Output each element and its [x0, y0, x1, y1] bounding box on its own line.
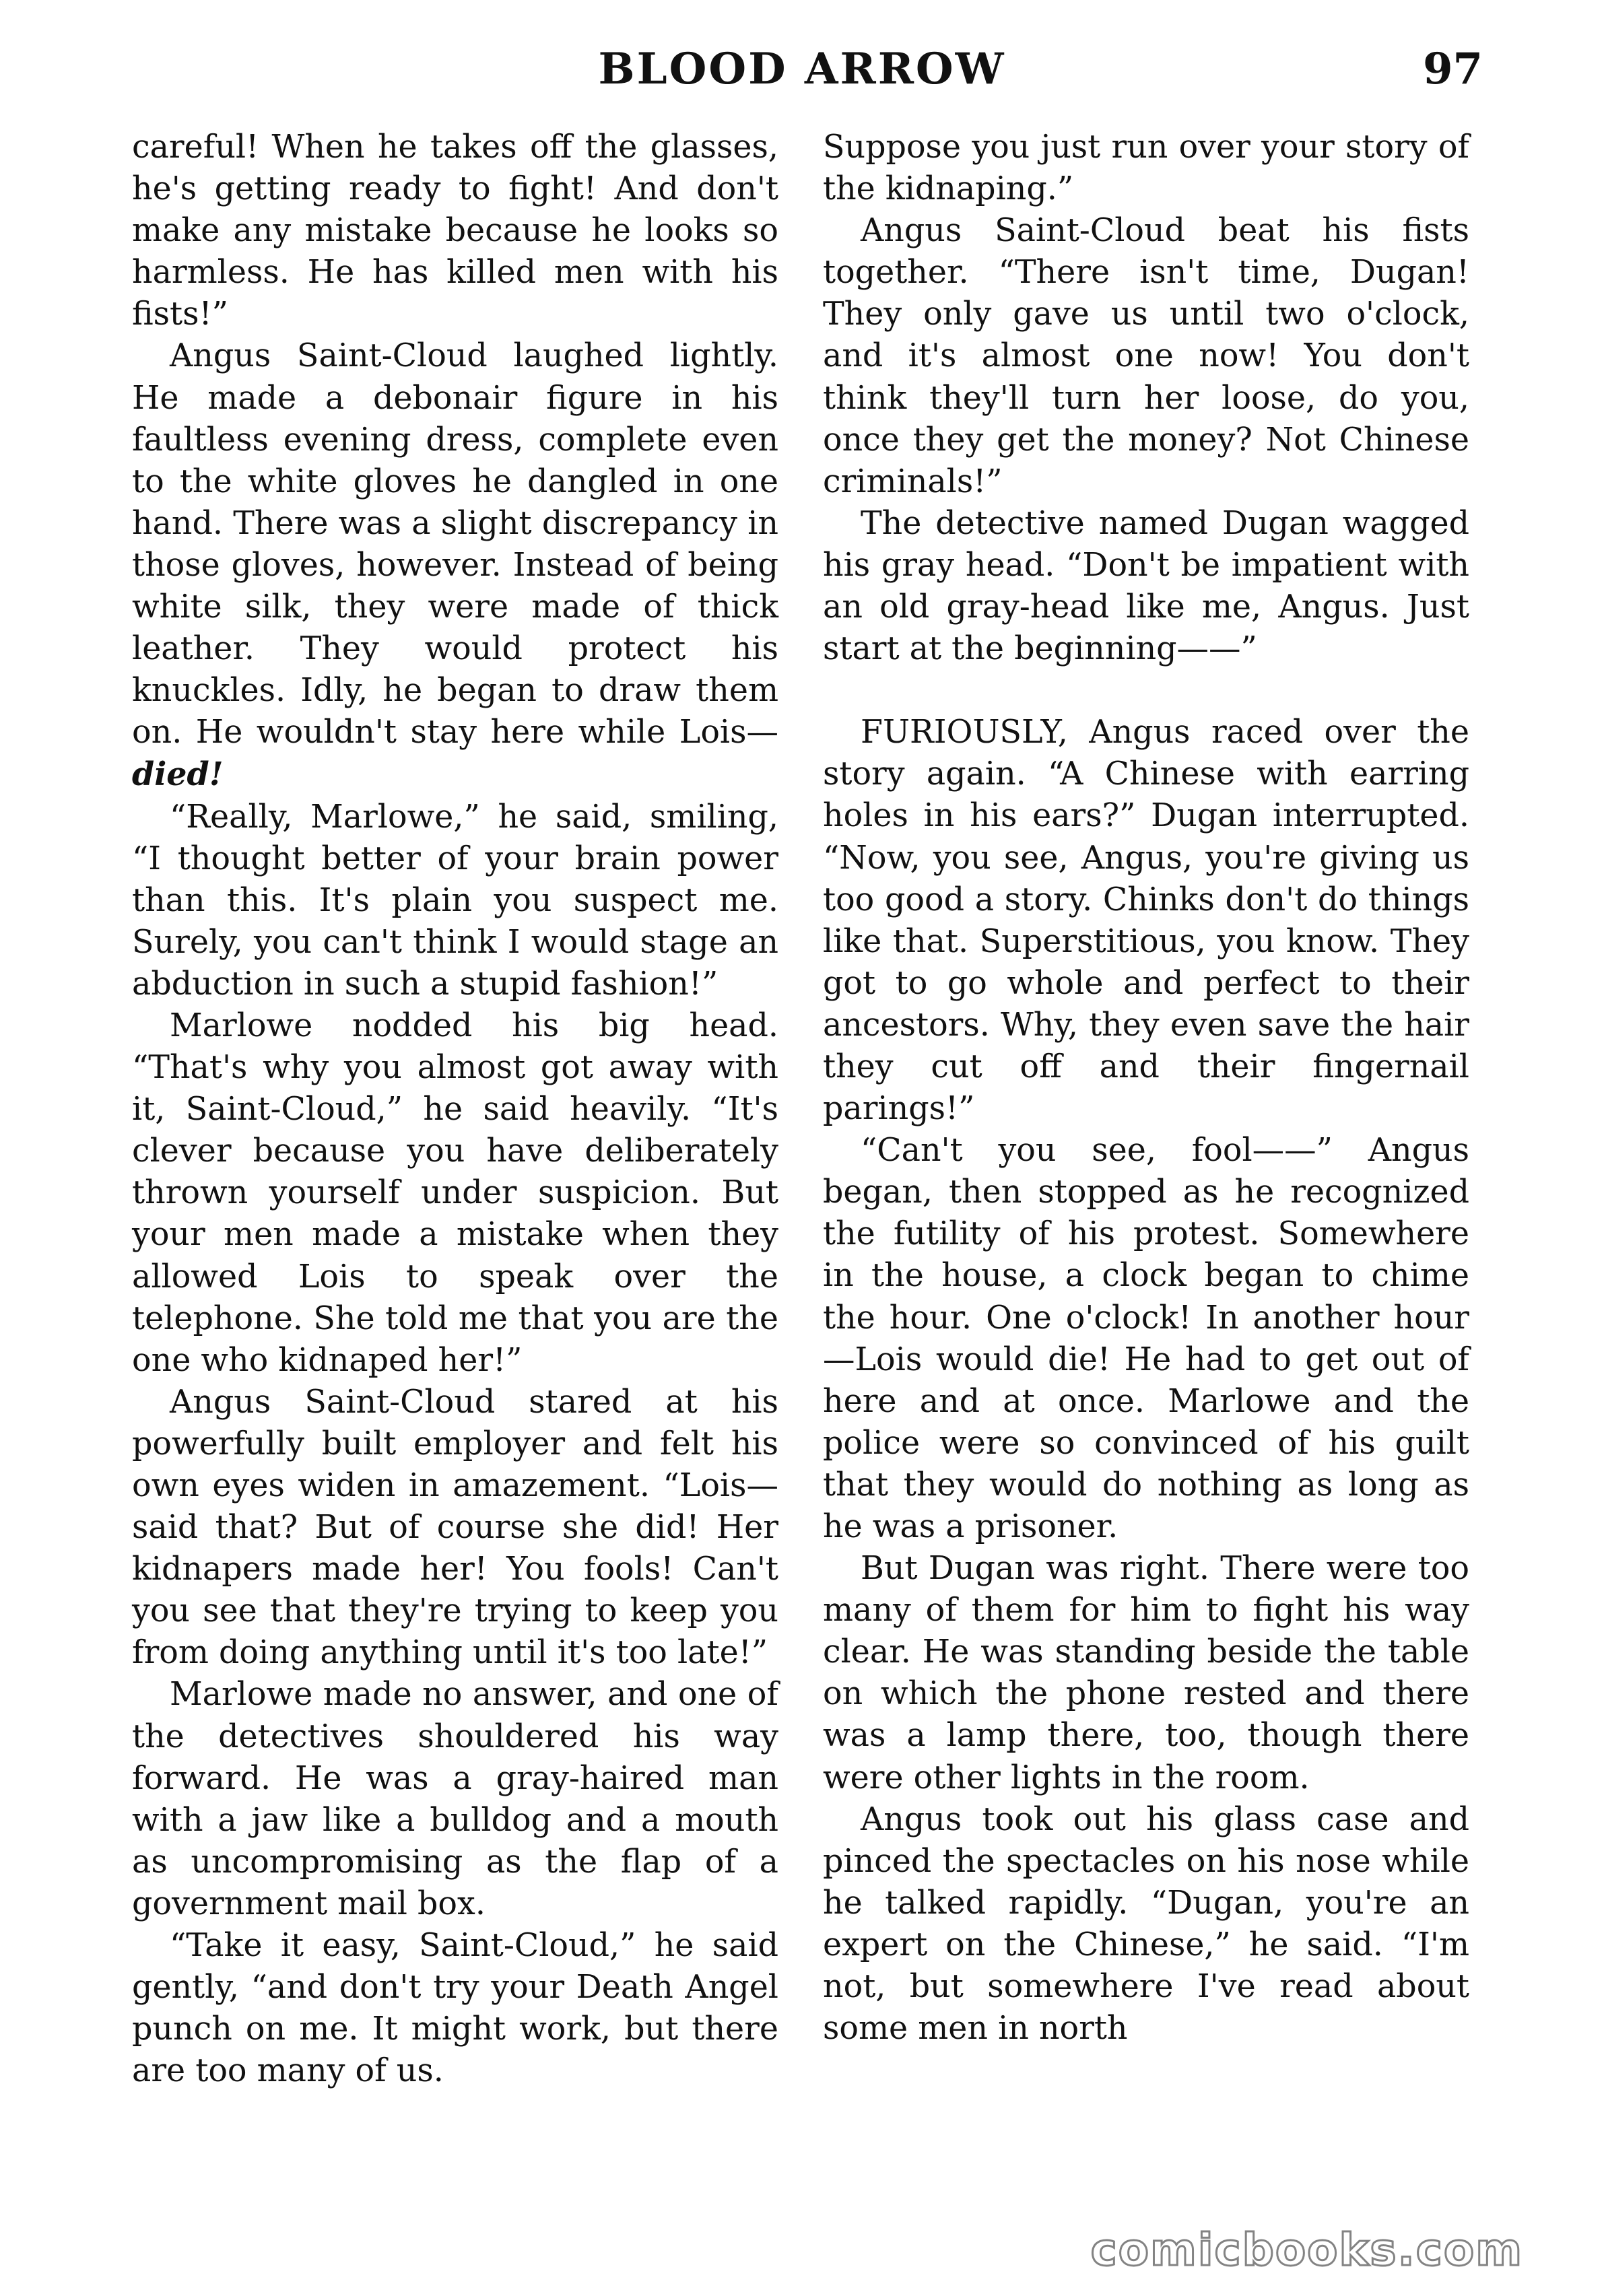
running-title: BLOOD ARROW — [598, 44, 1006, 94]
running-head — [0, 39, 1604, 100]
paragraph: “Really, Marlowe,” he said, smiling, “I thought better of your brain power than this. It's plain you suspect me. Surely, you can't think I would stage an abduction in such a stupid fashion!” — [132, 798, 778, 1003]
section-start-paragraph: FURIOUSLY, Angus raced over the story again. “A Chinese with earring holes in his ears?” Dugan interrupted. “Now, you see, Angus, you're giving us too good a story. Chinks don't do things like that. Superstitious, you know. They got to go whole and perfect to their ancestors. Why, they even save the hair they cut off and their fingernail parings!” — [823, 714, 1469, 1128]
paragraph: Angus took out his glass case and pinced the spectacles on his nose while he talked rapidly. “Dugan, you're an expert on the Chinese,” he said. “I'm not, but somewhere I've read about some men in north — [823, 1800, 1469, 2048]
paragraph: careful! When he takes off the glasses, he's getting ready to fight! And don't make any mistake because he looks so harmless. He has killed men with his fists!” — [132, 129, 778, 333]
paragraph: Angus Saint-Cloud beat his fists together. “There isn't time, Dugan! They only gave us until two o'clock, and it's almost one now! You don't think they'll turn her loose, do you, once they get the money? Not Chinese criminals!” — [823, 212, 1469, 500]
paragraph: Marlowe nodded his big head. “That's why you almost got away with it, Saint-Cloud,” he said heavily. “It's clever because you have deliberately thrown yourself under suspicion. But your men made a mistake when they allowed Lois to speak over the telephone. She told me that you are the one who kidnaped her!” — [132, 1007, 778, 1379]
paragraph-text: Angus Saint-Cloud laughed lightly. He made a debonair figure in his faultless evening dress, complete even to the white gloves he dangled in one hand. There was a slight discrepancy in those gloves, however. Instead of being white silk, they were made of thick leather. They would protect his knuckles. Idly, he began to draw them on. He wouldn't stay here while Lois— — [132, 337, 778, 751]
paragraph: “Can't you see, fool——” Angus began, then stopped as he recognized the futility of his protest. Somewhere in the house, a clock began to chime the hour. One o'clock! In another hour—Lois would die! He had to get out of here and at once. Marlowe and the police were so convinced of his guilt that they would do nothing as long as he was a prisoner. — [823, 1132, 1469, 1545]
emphasis-text: died! — [132, 755, 224, 794]
page-number: 97 — [1422, 44, 1483, 94]
paragraph: But Dugan was right. There were too many of them for him to fight his way clear. He was standing beside the table on which the phone rested and there was a lamp there, too, though there were other lights in the room. — [823, 1550, 1469, 1796]
left-column — [132, 127, 778, 2092]
paragraph: Marlowe made no answer, and one of the detectives shouldered his way forward. He was a gray-haired man with a jaw like a bulldog and a mouth as uncompromising as the flap of a government mail box. — [132, 1676, 778, 1922]
paragraph: “Take it easy, Saint-Cloud,” he said gently, “and don't try your Death Angel punch on me. It might work, but there are too many of us. — [132, 1927, 778, 2090]
paragraph: Angus Saint-Cloud stared at his powerfully built employer and felt his own eyes widen in amazement. “Lois—said that? But of course she did! Her kidnapers made her! You fools! Can't you see that they're trying to keep you from doing anything until it's too late!” — [132, 1383, 778, 1672]
paragraph — [132, 335, 778, 796]
right-column — [823, 127, 1469, 2050]
paragraph: Suppose you just run over your story of the kidnaping.” — [823, 129, 1469, 208]
paragraph: The detective named Dugan wagged his gray head. “Don't be impatient with an old gray-head like me, Angus. Just start at the beginning——” — [823, 504, 1469, 668]
site-watermark: comicbooks.com — [1090, 2224, 1523, 2276]
